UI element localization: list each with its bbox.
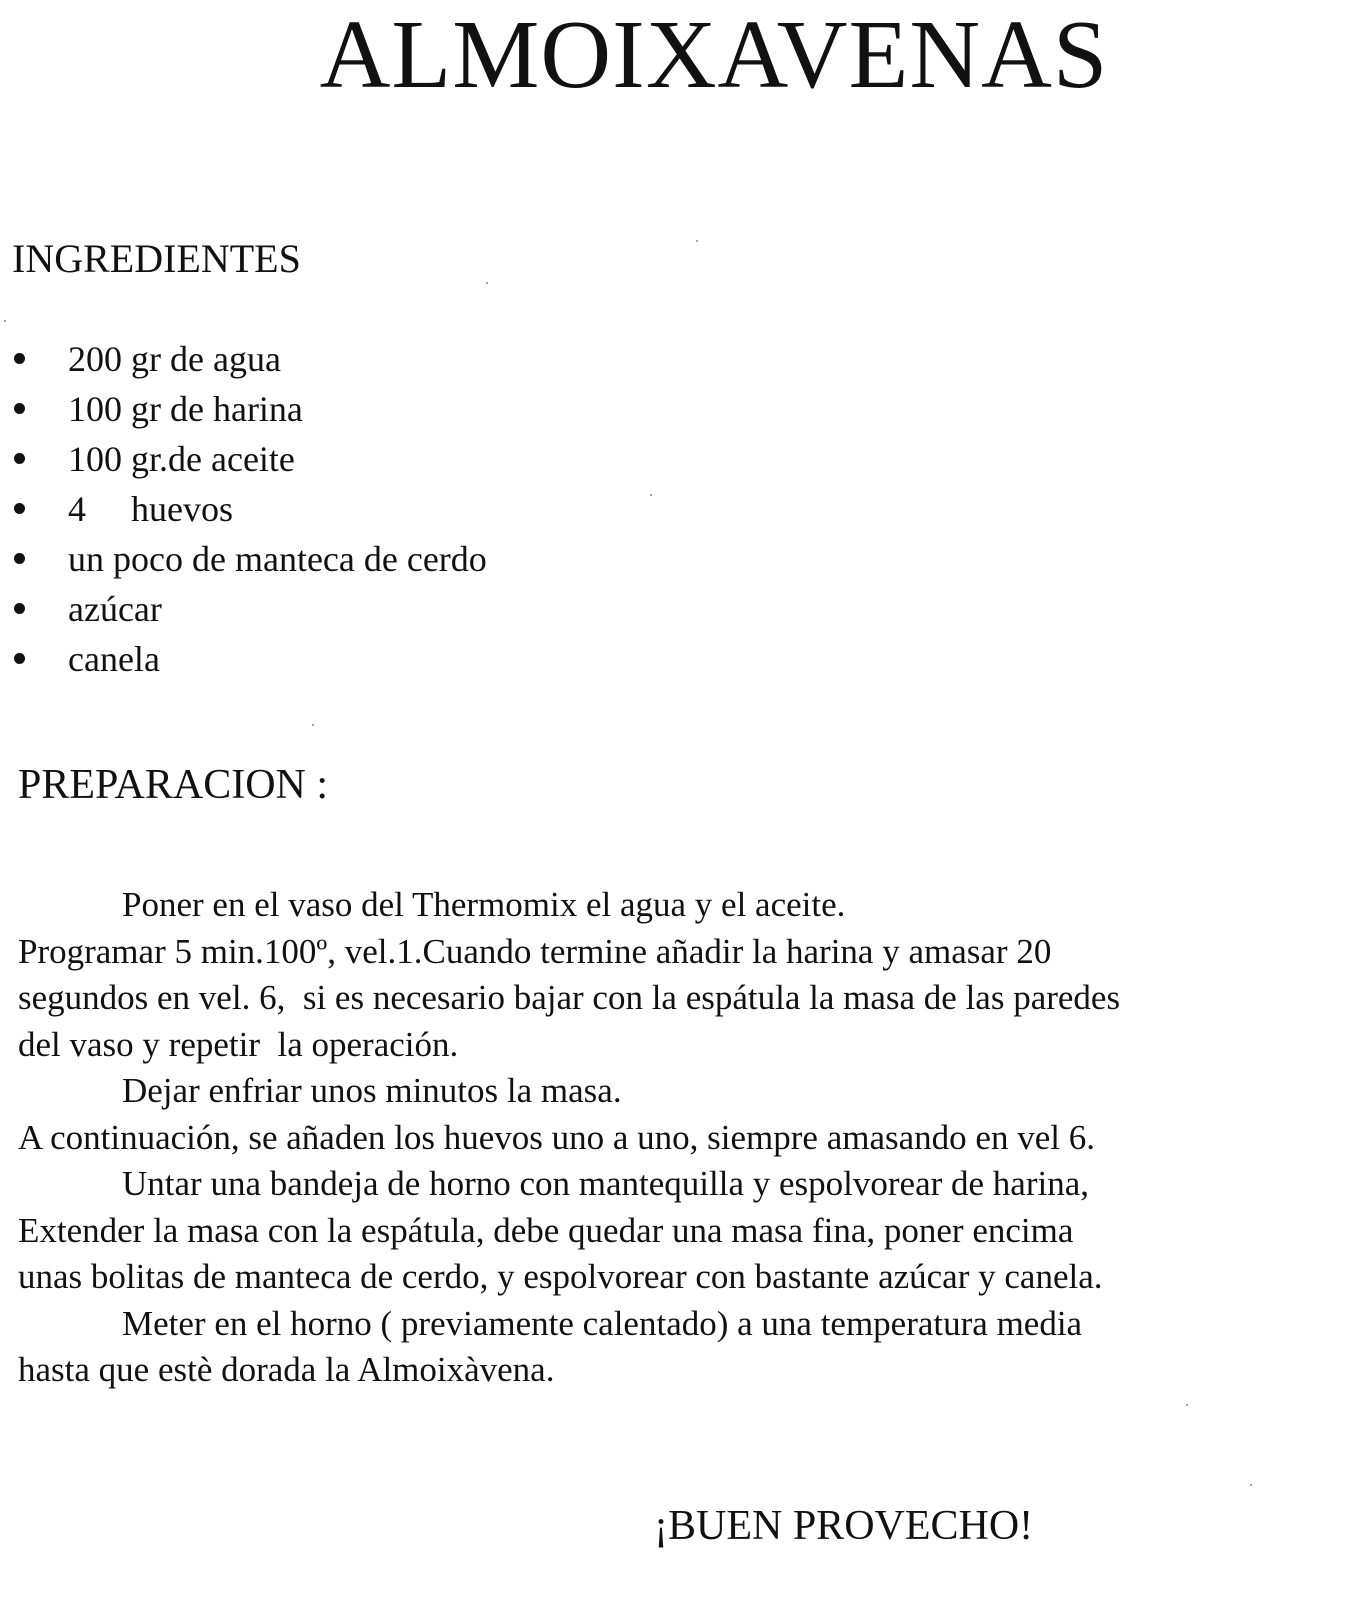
preparation-text	[18, 882, 1348, 1394]
scan-speck	[696, 240, 698, 242]
ingredient-text: canela	[68, 639, 160, 679]
bullet-icon	[14, 653, 25, 664]
recipe-title: ALMOIXAVENAS	[319, 1, 1109, 109]
scan-speck	[1186, 1404, 1188, 1406]
preparation-line: Meter en el horno ( previamente calentado) a una temperatura media	[122, 1303, 1083, 1343]
scan-speck	[4, 320, 6, 322]
ingredients-heading: INGREDIENTES	[12, 236, 301, 281]
preparation-line: A continuación, se añaden los huevos uno a uno, siempre amasando en vel 6.	[18, 1117, 1095, 1157]
ingredient-text: 4 huevos	[68, 489, 233, 529]
signoff-text: ¡BUEN PROVECHO!	[654, 1503, 1034, 1549]
ingredient-text: 100 gr de harina	[68, 389, 303, 429]
preparation-line: segundos en vel. 6, si es necesario bajar con la espátula la masa de las paredes	[18, 978, 1121, 1017]
preparation-line: Programar 5 min.100º, vel.1.Cuando termine añadir la harina y amasar 20	[18, 931, 1052, 971]
preparation-line: del vaso y repetir la operación.	[18, 1024, 459, 1064]
ingredient-text: azúcar	[68, 589, 162, 629]
ingredient-text: 100 gr.de aceite	[68, 439, 295, 479]
ingredient-text: 200 gr de agua	[68, 339, 281, 379]
scan-speck	[650, 494, 652, 496]
preparation-line: Untar una bandeja de horno con mantequilla y espolvorear de harina,	[122, 1164, 1089, 1203]
preparation-line: unas bolitas de manteca de cerdo, y espolvorear con bastante azúcar y canela.	[18, 1257, 1103, 1296]
preparation-line: Dejar enfriar unos minutos la masa.	[122, 1071, 622, 1110]
bullet-icon	[14, 453, 25, 464]
bullet-icon	[14, 503, 25, 514]
bullet-icon	[14, 403, 25, 414]
preparation-line: hasta que estè dorada la Almoixàvena.	[18, 1350, 555, 1389]
bullet-icon	[14, 553, 25, 564]
scan-speck	[486, 282, 488, 284]
scan-speck	[312, 724, 314, 726]
scan-speck	[1250, 1484, 1252, 1486]
bullet-icon	[14, 603, 25, 614]
ingredient-text: un poco de manteca de cerdo	[68, 539, 487, 579]
preparation-line: Extender la masa con la espátula, debe quedar una masa fina, poner encima	[18, 1210, 1074, 1250]
preparation-heading: PREPARACION :	[18, 762, 329, 808]
preparation-line: Poner en el vaso del Thermomix el agua y el aceite.	[122, 885, 846, 924]
bullet-icon	[14, 353, 25, 364]
